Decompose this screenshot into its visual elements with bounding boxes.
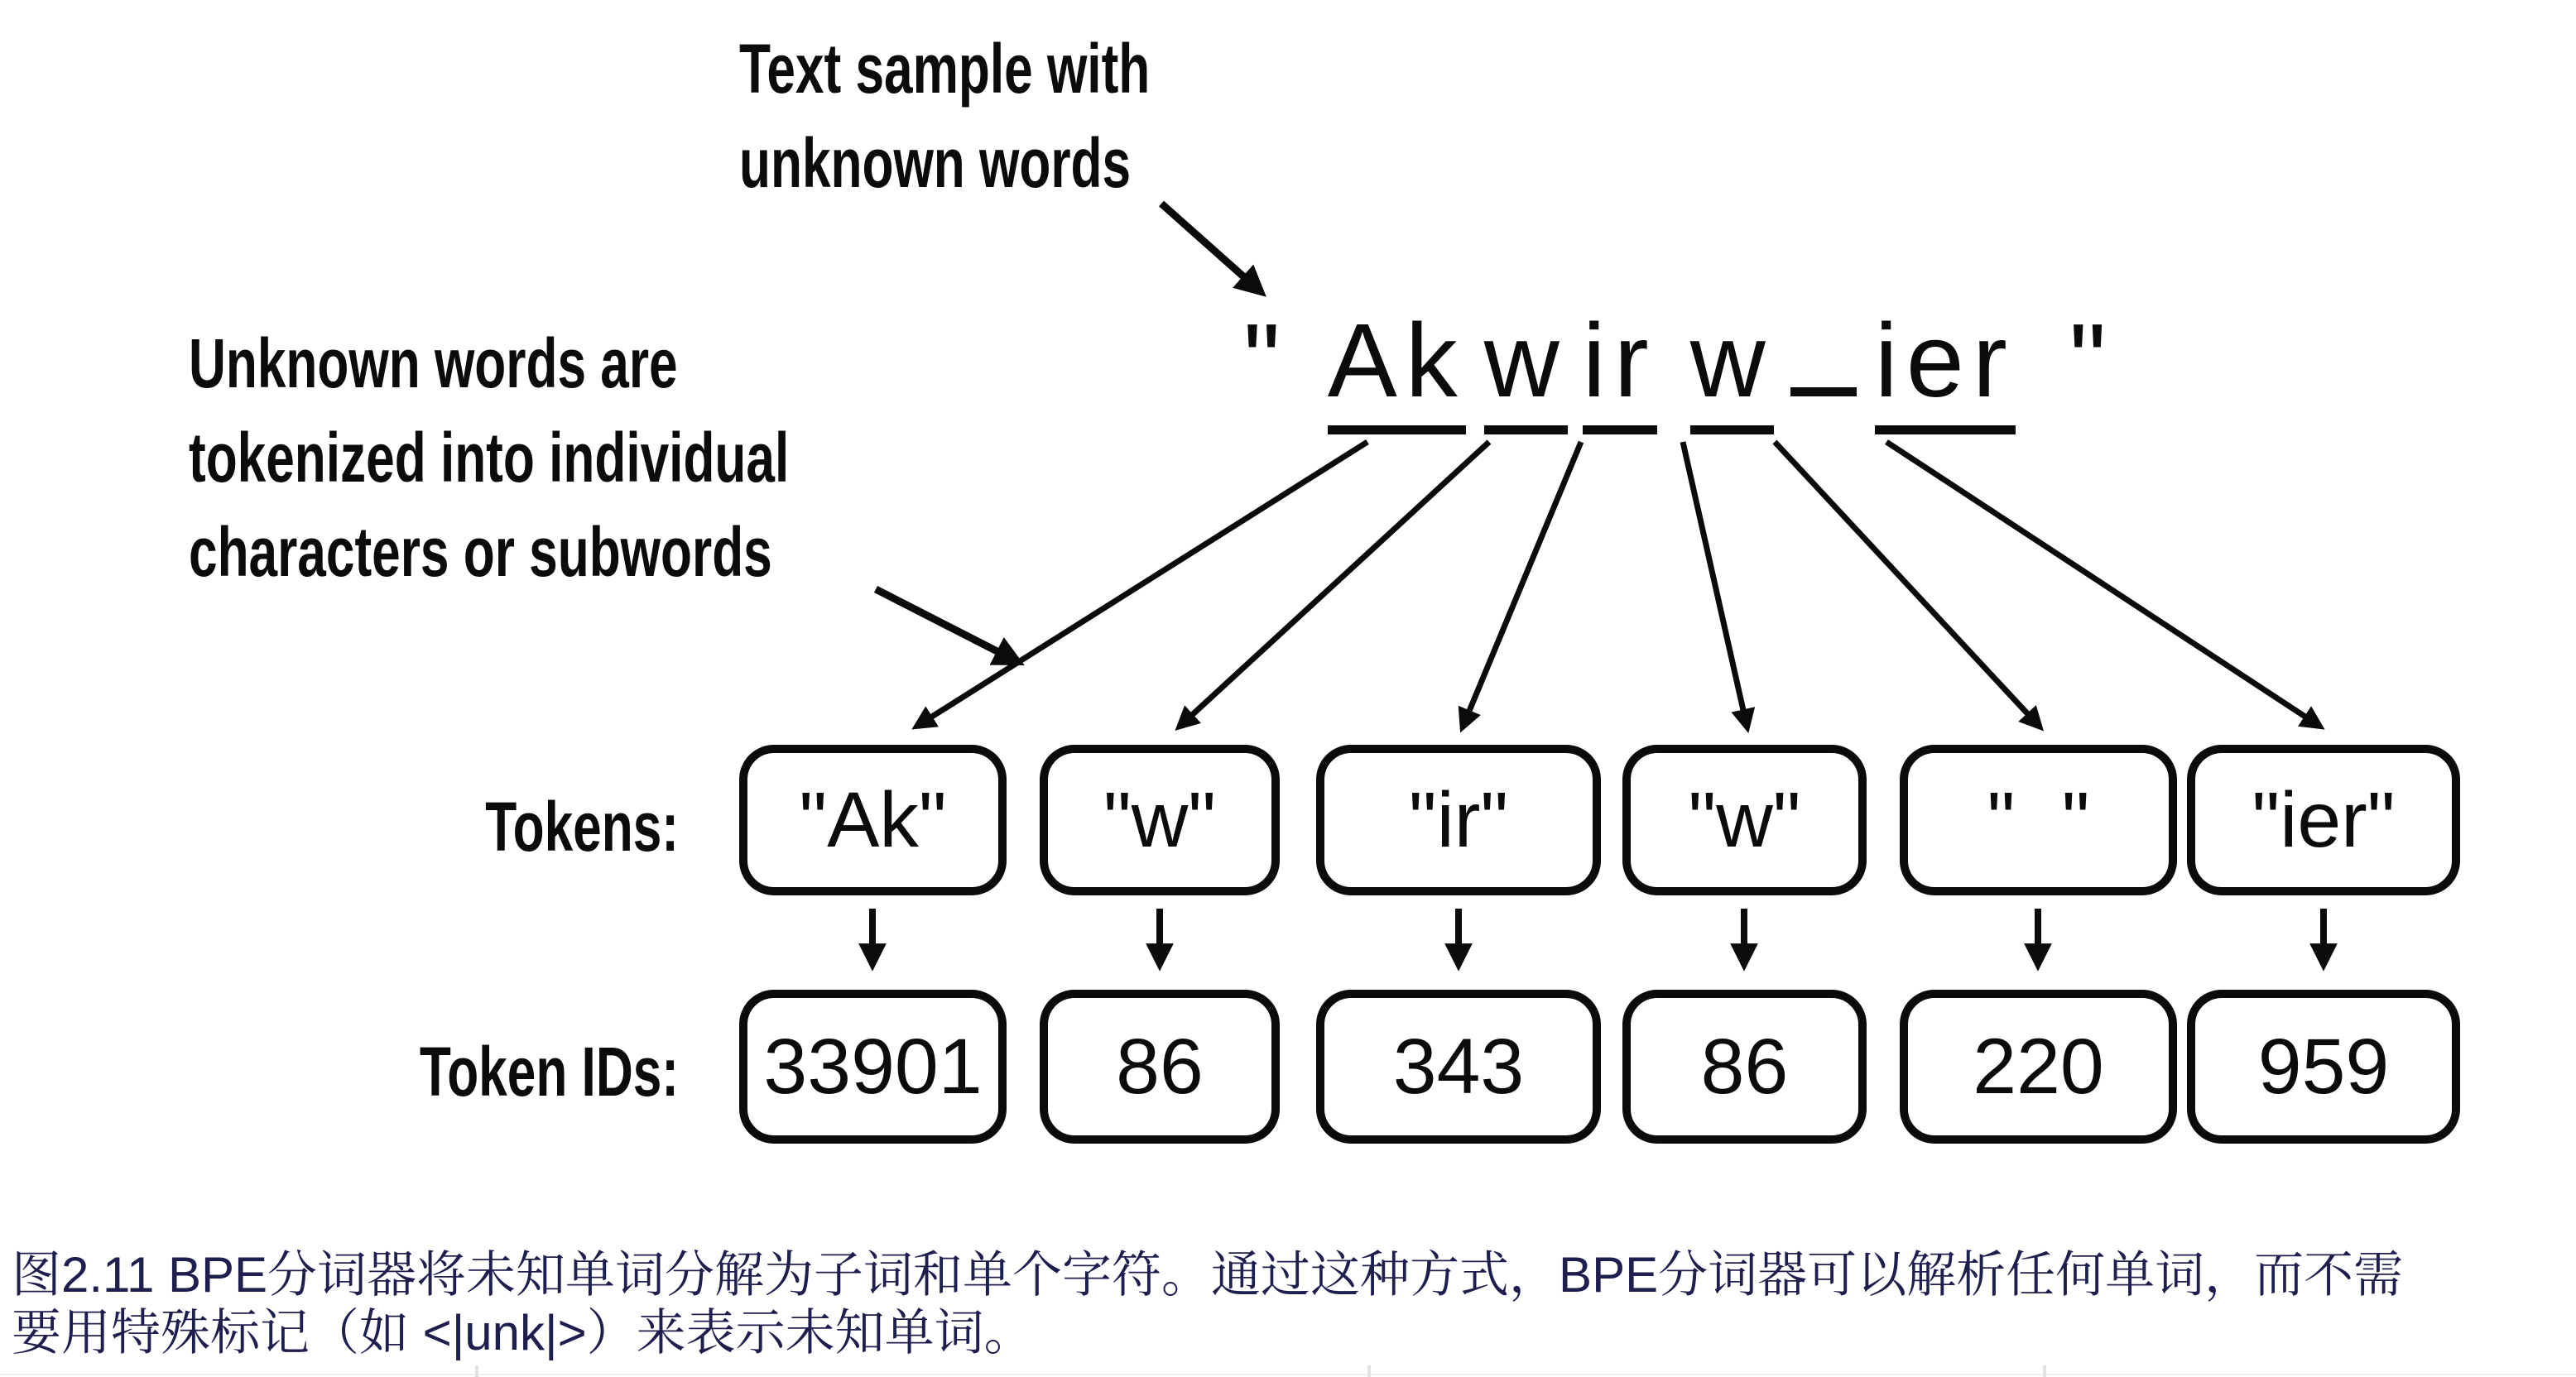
token-id-box: 343 <box>1316 990 1601 1144</box>
sample-segment: w <box>1690 309 1774 434</box>
sample-segment: ier <box>1875 309 2016 434</box>
arrow-segment-6 <box>1886 442 2318 725</box>
token-id-box: 220 <box>1900 990 2177 1144</box>
annotation-text-sample: Text sample with unknown words <box>739 30 1151 202</box>
token-id-box: 86 <box>1040 990 1280 1144</box>
sample-segments <box>1328 302 2016 419</box>
arrow-segment-3 <box>1463 442 1581 725</box>
bottom-artifact-line <box>0 1374 2576 1375</box>
sample-segment: w <box>1484 309 1568 434</box>
arrow-segment-2 <box>1181 442 1489 725</box>
token-id-box: 86 <box>1622 990 1867 1144</box>
sample-close-quote: " <box>2069 302 2115 419</box>
token-id-box: 33901 <box>739 990 1007 1144</box>
token-box: "Ak" <box>739 745 1007 895</box>
arrow-segment-1 <box>919 442 1367 725</box>
sample-segment: ir <box>1583 309 1657 434</box>
token-box: " " <box>1900 745 2177 895</box>
bottom-artifact-tick <box>1367 1365 1371 1377</box>
token-box: "w" <box>1622 745 1867 895</box>
arrow-segment-5 <box>1775 442 2038 725</box>
arrow-segment-4 <box>1683 442 1747 725</box>
sample-text <box>1243 302 2115 434</box>
token-box: "ir" <box>1316 745 1601 895</box>
token-ids-row-label: Token IDs: <box>419 1033 679 1111</box>
token-id-box: 959 <box>2187 990 2460 1144</box>
caption-line-2: 要用特殊标记（如 <|unk|>）来表示未知单词。 <box>12 1305 1034 1360</box>
arrow-left-annotation <box>876 589 1015 660</box>
sample-segment: Ak <box>1328 309 1466 434</box>
token-box: "w" <box>1040 745 1280 895</box>
token-box: "ier" <box>2187 745 2460 895</box>
figure-caption <box>12 1246 2564 1362</box>
bottom-artifact-tick <box>475 1365 478 1377</box>
caption-line-1: 图2.11 BPE分词器将未知单词分解为子词和单个字符。通过这种方式，BPE分词器可以解析任何单词，而不需 <box>12 1247 2404 1303</box>
sample-open-quote: " <box>1243 302 1289 419</box>
sample-segment-space <box>1790 375 1857 396</box>
arrow-top-annotation <box>1161 204 1258 290</box>
annotation-unknown-words: Unknown words are tokenized into individual characters or subwords <box>189 324 790 591</box>
tokens-row-label: Tokens: <box>485 788 679 866</box>
bottom-artifact-tick <box>2043 1365 2046 1377</box>
